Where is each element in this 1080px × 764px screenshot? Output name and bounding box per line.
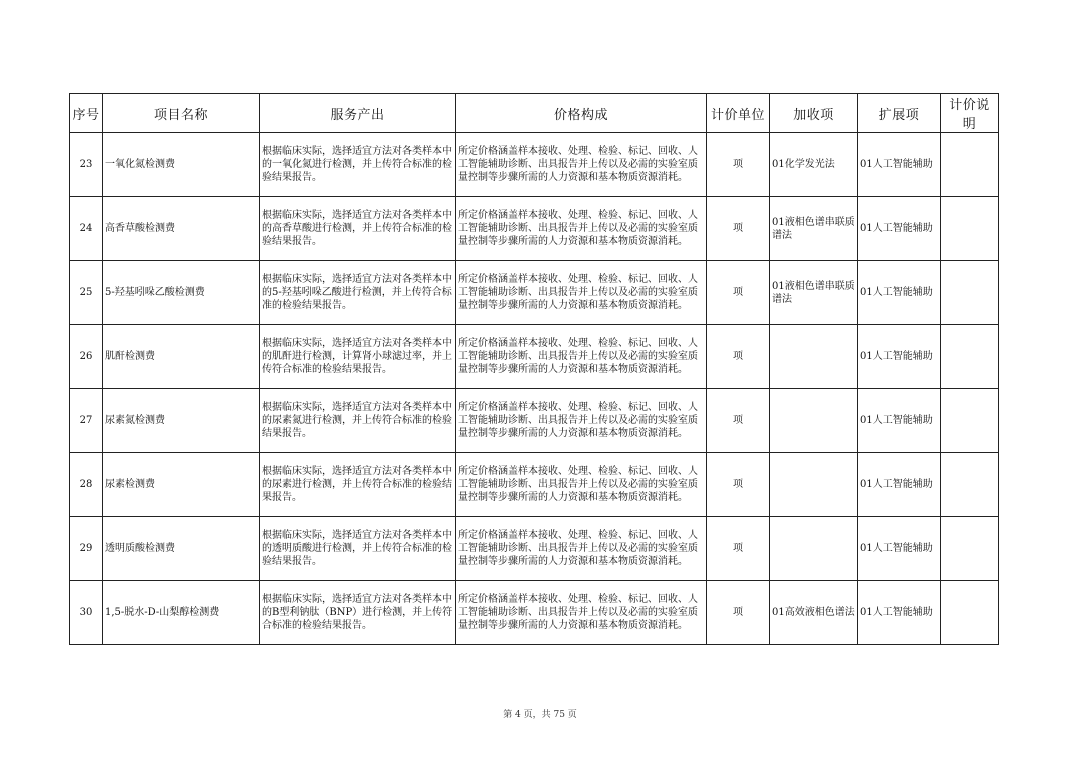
table-row [70, 261, 999, 325]
row-pricing-note [941, 197, 999, 261]
table-body [70, 133, 999, 645]
row-pricing-note [941, 389, 999, 453]
row-service-output: 根据临床实际，选择适宜方法对各类样本中的高香草酸进行检测，并上传符合标准的检验结果报告。 [260, 197, 456, 261]
row-extension: 01人工智能辅助 [858, 261, 941, 325]
row-pricing-note [941, 453, 999, 517]
header-seq: 序号 [70, 94, 103, 133]
row-surcharge [770, 453, 858, 517]
row-price-composition: 所定价格涵盖样本接收、处理、检验、标记、回收、人工智能辅助诊断、出具报告并上传以及必需的实验室质量控制等步骤所需的人力资源和基本物质资源消耗。 [456, 581, 707, 645]
header-service-output: 服务产出 [260, 94, 456, 133]
row-item-name: 肌酐检测费 [103, 325, 260, 389]
row-service-output: 根据临床实际，选择适宜方法对各类样本中的尿素氮进行检测，并上传符合标准的检验结果报告。 [260, 389, 456, 453]
row-item-name: 5-羟基吲哚乙酸检测费 [103, 261, 260, 325]
row-item-name: 一氧化氮检测费 [103, 133, 260, 197]
header-item-name: 项目名称 [103, 94, 260, 133]
row-item-name: 透明质酸检测费 [103, 517, 260, 581]
row-seq: 30 [70, 581, 103, 645]
table-row [70, 197, 999, 261]
row-surcharge [770, 389, 858, 453]
row-pricing-unit: 项 [707, 517, 770, 581]
table-row [70, 453, 999, 517]
row-seq: 28 [70, 453, 103, 517]
row-extension: 01人工智能辅助 [858, 453, 941, 517]
row-item-name: 尿素检测费 [103, 453, 260, 517]
row-item-name: 1,5-脱水-D-山梨醇检测费 [103, 581, 260, 645]
row-pricing-unit: 项 [707, 389, 770, 453]
row-price-composition: 所定价格涵盖样本接收、处理、检验、标记、回收、人工智能辅助诊断、出具报告并上传以及必需的实验室质量控制等步骤所需的人力资源和基本物质资源消耗。 [456, 517, 707, 581]
table-header-row [70, 94, 999, 133]
row-price-composition: 所定价格涵盖样本接收、处理、检验、标记、回收、人工智能辅助诊断、出具报告并上传以及必需的实验室质量控制等步骤所需的人力资源和基本物质资源消耗。 [456, 261, 707, 325]
row-seq: 27 [70, 389, 103, 453]
row-service-output: 根据临床实际，选择适宜方法对各类样本中的一氧化氮进行检测，并上传符合标准的检验结果报告。 [260, 133, 456, 197]
row-surcharge: 01化学发光法 [770, 133, 858, 197]
row-extension: 01人工智能辅助 [858, 517, 941, 581]
row-service-output: 根据临床实际，选择适宜方法对各类样本中的透明质酸进行检测，并上传符合标准的检验结果报告。 [260, 517, 456, 581]
row-pricing-note [941, 133, 999, 197]
table-row [70, 581, 999, 645]
row-surcharge [770, 325, 858, 389]
row-pricing-note [941, 261, 999, 325]
row-pricing-unit: 项 [707, 133, 770, 197]
row-pricing-unit: 项 [707, 197, 770, 261]
row-surcharge: 01液相色谱串联质谱法 [770, 197, 858, 261]
row-pricing-unit: 项 [707, 261, 770, 325]
row-extension: 01人工智能辅助 [858, 581, 941, 645]
header-extension: 扩展项 [858, 94, 941, 133]
row-pricing-unit: 项 [707, 325, 770, 389]
header-surcharge: 加收项 [770, 94, 858, 133]
row-surcharge: 01液相色谱串联质谱法 [770, 261, 858, 325]
row-seq: 26 [70, 325, 103, 389]
row-seq: 24 [70, 197, 103, 261]
row-pricing-note [941, 581, 999, 645]
row-extension: 01人工智能辅助 [858, 133, 941, 197]
row-pricing-unit: 项 [707, 453, 770, 517]
page-number: 第 4 页，共 75 页 [503, 710, 577, 720]
row-pricing-note [941, 517, 999, 581]
table-row [70, 325, 999, 389]
header-price-composition: 价格构成 [456, 94, 707, 133]
row-seq: 29 [70, 517, 103, 581]
price-table [69, 93, 999, 645]
row-extension: 01人工智能辅助 [858, 197, 941, 261]
row-service-output: 根据临床实际，选择适宜方法对各类样本中的5-羟基吲哚乙酸进行检测，并上传符合标准的检验结果报告。 [260, 261, 456, 325]
row-seq: 23 [70, 133, 103, 197]
row-price-composition: 所定价格涵盖样本接收、处理、检验、标记、回收、人工智能辅助诊断、出具报告并上传以及必需的实验室质量控制等步骤所需的人力资源和基本物质资源消耗。 [456, 389, 707, 453]
row-service-output: 根据临床实际，选择适宜方法对各类样本中的肌酐进行检测，计算肾小球滤过率，并上传符合标准的检验结果报告。 [260, 325, 456, 389]
row-seq: 25 [70, 261, 103, 325]
row-price-composition: 所定价格涵盖样本接收、处理、检验、标记、回收、人工智能辅助诊断、出具报告并上传以及必需的实验室质量控制等步骤所需的人力资源和基本物质资源消耗。 [456, 453, 707, 517]
row-service-output: 根据临床实际，选择适宜方法对各类样本中的B型利钠肽（BNP）进行检测，并上传符合标准的检验结果报告。 [260, 581, 456, 645]
row-item-name: 尿素氮检测费 [103, 389, 260, 453]
row-price-composition: 所定价格涵盖样本接收、处理、检验、标记、回收、人工智能辅助诊断、出具报告并上传以及必需的实验室质量控制等步骤所需的人力资源和基本物质资源消耗。 [456, 197, 707, 261]
row-price-composition: 所定价格涵盖样本接收、处理、检验、标记、回收、人工智能辅助诊断、出具报告并上传以及必需的实验室质量控制等步骤所需的人力资源和基本物质资源消耗。 [456, 325, 707, 389]
row-item-name: 高香草酸检测费 [103, 197, 260, 261]
table-row [70, 389, 999, 453]
row-extension: 01人工智能辅助 [858, 325, 941, 389]
row-surcharge [770, 517, 858, 581]
header-pricing-unit: 计价单位 [707, 94, 770, 133]
table-row [70, 133, 999, 197]
table-row [70, 517, 999, 581]
row-extension: 01人工智能辅助 [858, 389, 941, 453]
row-service-output: 根据临床实际，选择适宜方法对各类样本中的尿素进行检测，并上传符合标准的检验结果报告。 [260, 453, 456, 517]
row-surcharge: 01高效液相色谱法 [770, 581, 858, 645]
row-pricing-note [941, 325, 999, 389]
header-pricing-note: 计价说明 [941, 94, 999, 133]
row-pricing-unit: 项 [707, 581, 770, 645]
row-price-composition: 所定价格涵盖样本接收、处理、检验、标记、回收、人工智能辅助诊断、出具报告并上传以及必需的实验室质量控制等步骤所需的人力资源和基本物质资源消耗。 [456, 133, 707, 197]
